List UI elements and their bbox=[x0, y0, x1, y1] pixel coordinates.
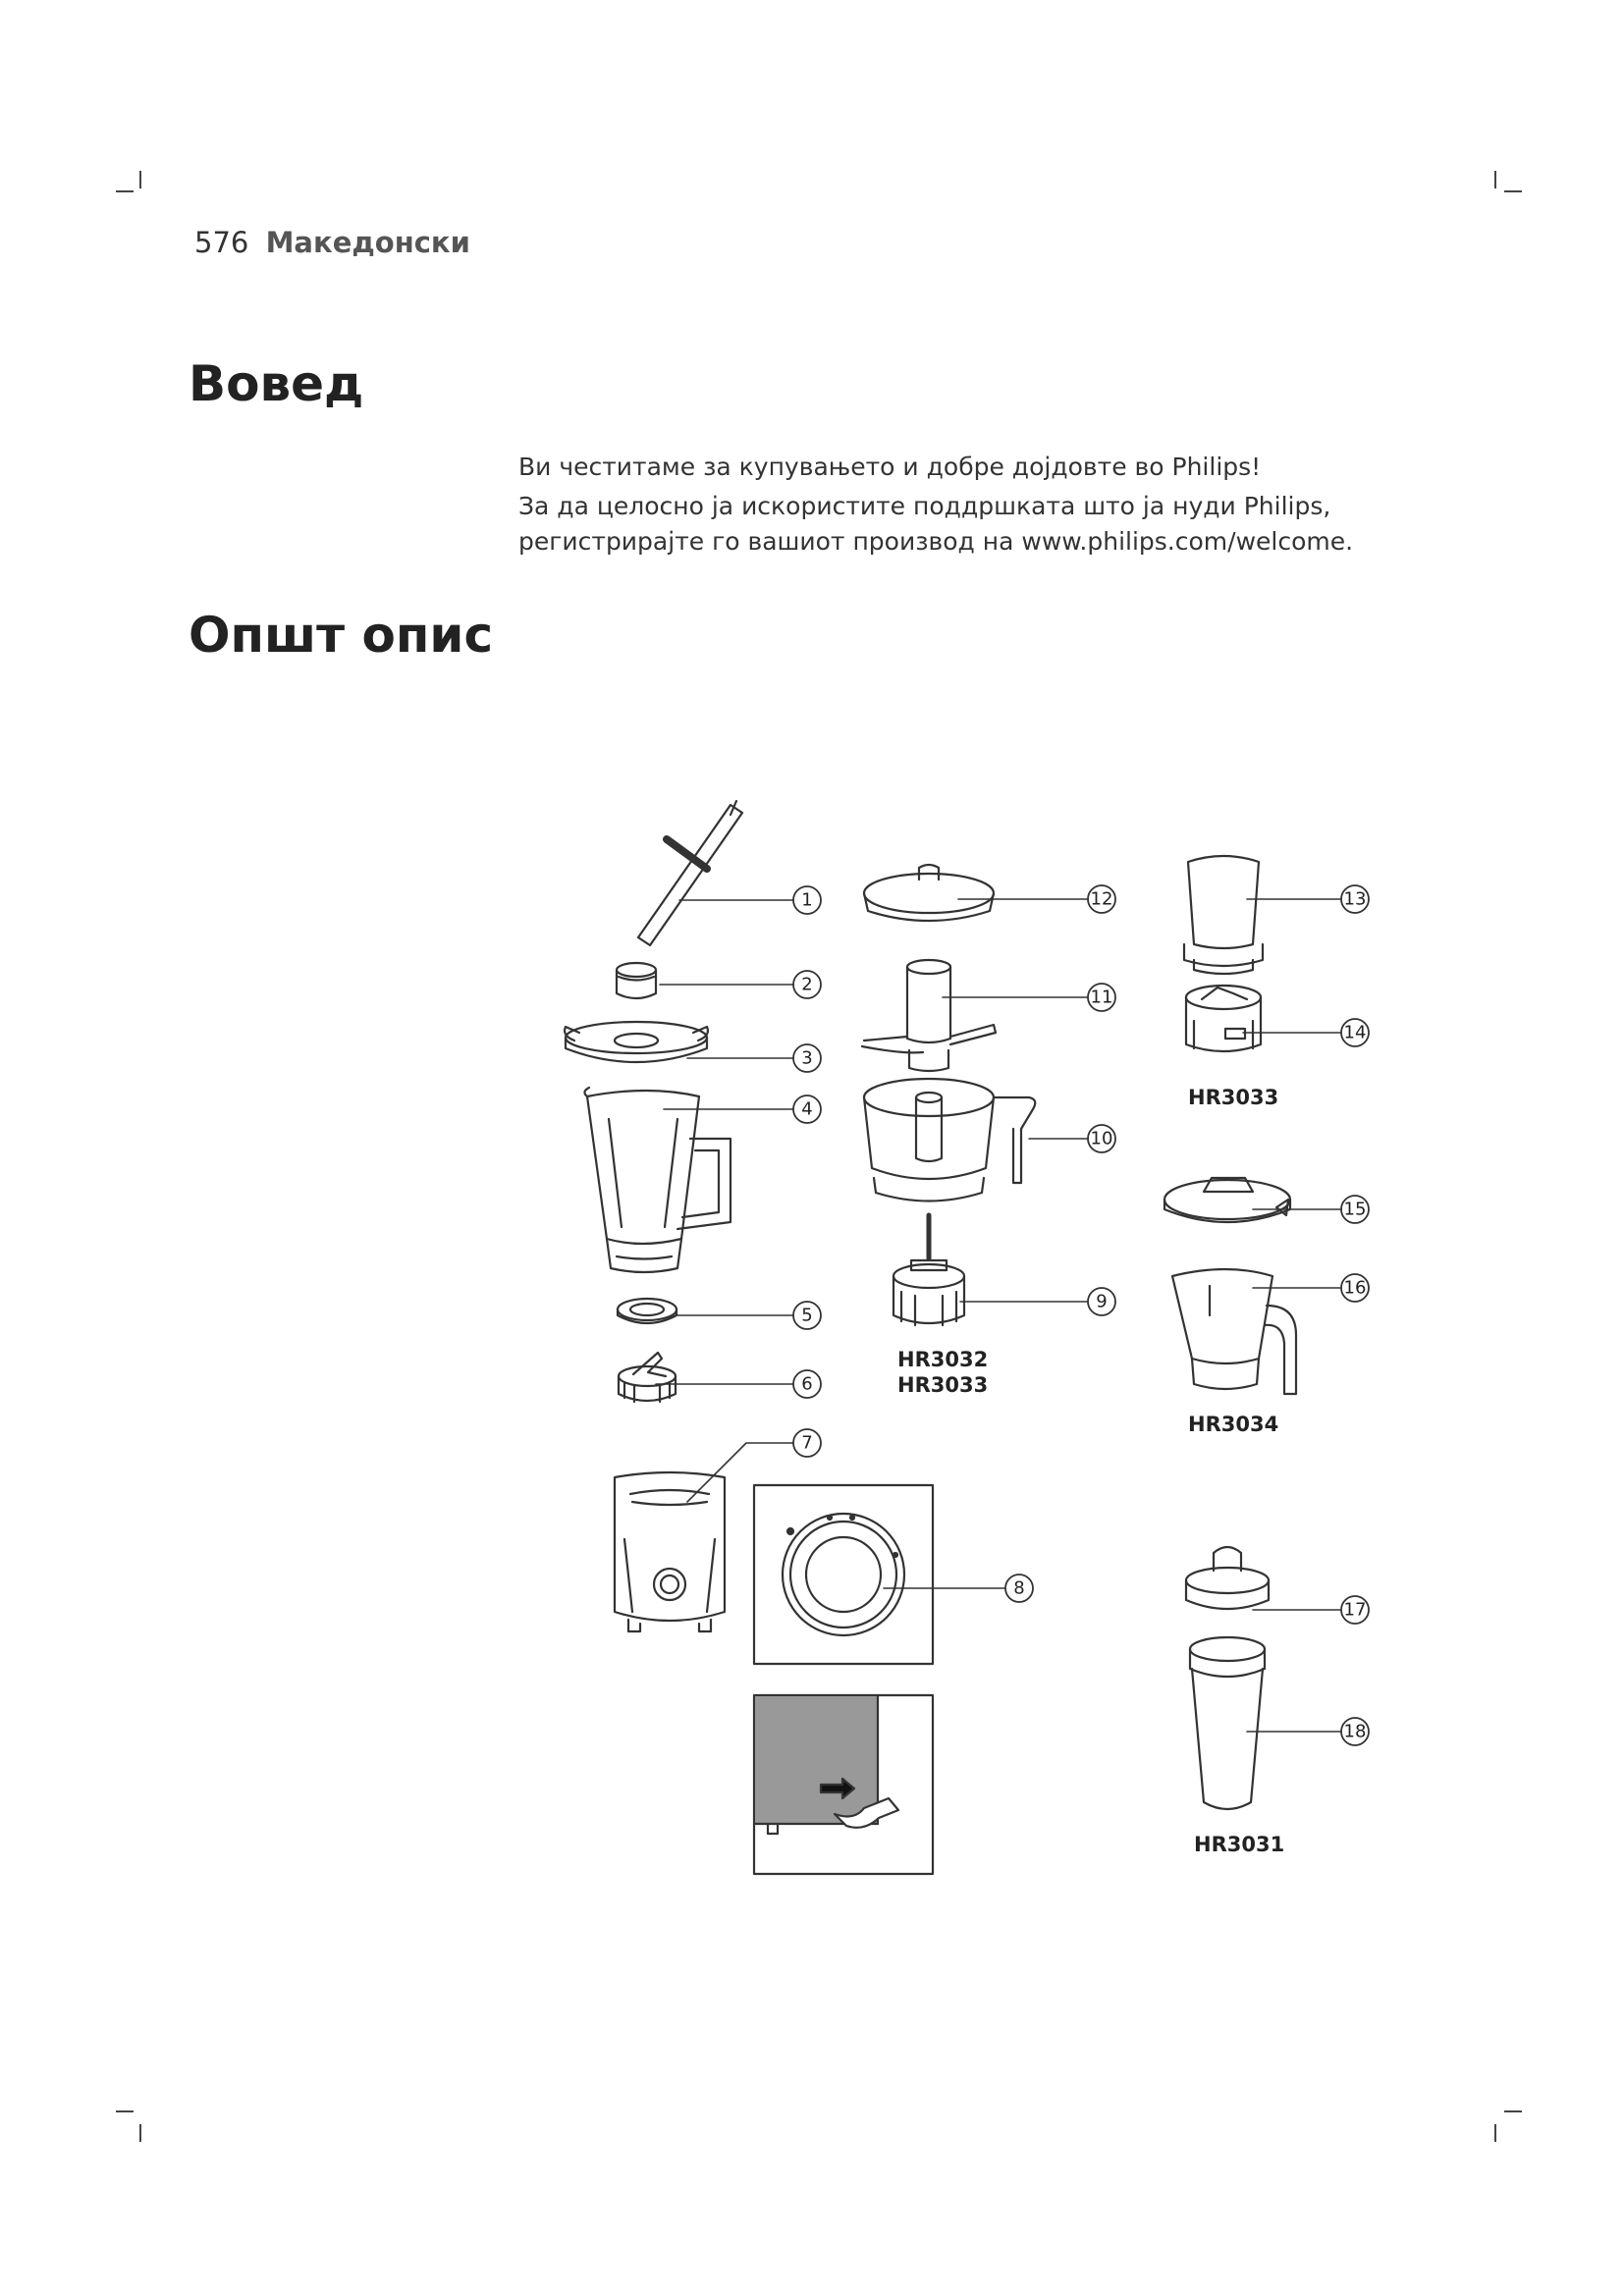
callout-8: 8 bbox=[1013, 1577, 1025, 1599]
mill-jar-drawing bbox=[1184, 856, 1263, 974]
callout-10: 10 bbox=[1090, 1128, 1113, 1149]
heading-general-description: Општ опис bbox=[189, 607, 494, 664]
jar-lid-drawing bbox=[565, 1022, 708, 1062]
callout-12: 12 bbox=[1090, 888, 1113, 910]
callout-2: 2 bbox=[801, 974, 813, 995]
callout-15: 15 bbox=[1343, 1199, 1367, 1220]
callout-17: 17 bbox=[1343, 1599, 1367, 1621]
intro-paragraph: За да целосно ја искористите поддршката што ја нуди Philips, регистрирајте го вашиот производ на www.philips.com/welcome. bbox=[518, 492, 1354, 556]
motor-unit-drawing bbox=[615, 1472, 725, 1631]
blade-unit-drawing bbox=[619, 1353, 676, 1402]
callout-18: 18 bbox=[1343, 1721, 1367, 1742]
to-go-lid-drawing bbox=[1186, 1547, 1269, 1609]
callout-4: 4 bbox=[801, 1098, 813, 1120]
callout-11: 11 bbox=[1090, 987, 1113, 1008]
chopper-blade-drawing bbox=[862, 960, 996, 1071]
control-knob-detail bbox=[754, 1485, 933, 1664]
sealing-ring-drawing bbox=[618, 1299, 677, 1323]
model-label-hr3032: HR3032 bbox=[897, 1348, 989, 1371]
callout-7: 7 bbox=[801, 1432, 813, 1454]
callout-14: 14 bbox=[1343, 1022, 1367, 1043]
callout-6: 6 bbox=[801, 1373, 813, 1395]
blender-jar-drawing bbox=[584, 1088, 731, 1272]
chopper-blade-unit-drawing bbox=[893, 1215, 964, 1325]
model-label-hr3033-b: HR3033 bbox=[897, 1373, 989, 1397]
callout-9: 9 bbox=[1096, 1291, 1108, 1312]
callout-13: 13 bbox=[1343, 888, 1367, 910]
model-label-hr3033: HR3033 bbox=[1188, 1086, 1279, 1109]
cord-storage-detail bbox=[754, 1695, 933, 1874]
callout-3: 3 bbox=[801, 1047, 813, 1069]
chopper-lid-drawing bbox=[864, 865, 994, 921]
model-label-hr3034: HR3034 bbox=[1188, 1413, 1279, 1436]
model-label-hr3031: HR3031 bbox=[1194, 1833, 1285, 1856]
callout-leader-lines bbox=[656, 899, 1341, 1732]
chopper-bowl-drawing bbox=[864, 1079, 1035, 1201]
to-go-bottle-drawing bbox=[1190, 1637, 1265, 1809]
callout-16: 16 bbox=[1343, 1277, 1367, 1299]
mill-blade-unit-drawing bbox=[1186, 986, 1261, 1051]
callout-1: 1 bbox=[801, 889, 813, 911]
page-number: 576 bbox=[194, 226, 249, 259]
heading-introduction: Вовед bbox=[189, 355, 364, 412]
callout-circles bbox=[793, 885, 1369, 1745]
header-language: Македонски bbox=[265, 226, 470, 259]
intro-paragraph: Ви честитаме за купувањето и добре дојдовте во Philips! bbox=[518, 453, 1262, 481]
callout-5: 5 bbox=[801, 1305, 813, 1326]
blender-jar-lid-drawing bbox=[1164, 1178, 1290, 1222]
tamper-drawing bbox=[638, 801, 742, 945]
measuring-cup-drawing bbox=[617, 963, 656, 998]
